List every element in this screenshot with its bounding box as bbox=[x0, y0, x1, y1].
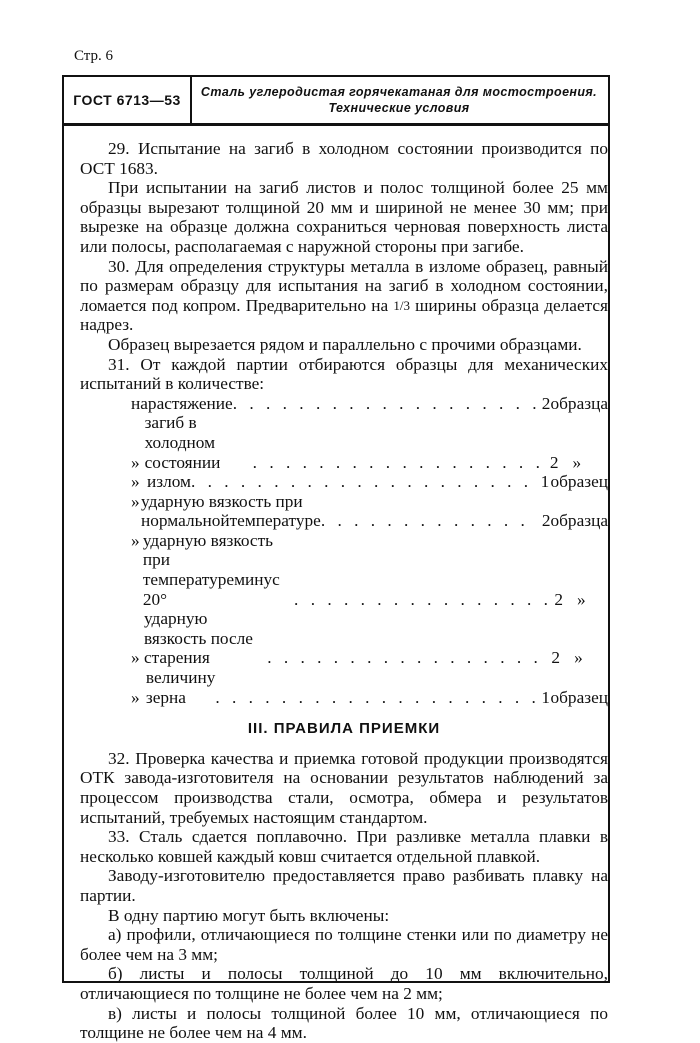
title-line-1: Сталь углеродистая горячекатаная для мостостроения. bbox=[200, 85, 598, 99]
list-item-quantity: 2 bbox=[541, 511, 551, 531]
batch-item-c: в) листы и полосы толщиной более 10 мм, отличающиеся по толщине не более чем на 4 мм. bbox=[80, 1003, 608, 1043]
list-item-label: ударную вязкость после старения bbox=[143, 609, 253, 668]
list-item-quantity: 1 bbox=[541, 687, 550, 707]
list-item bbox=[131, 472, 608, 492]
list-item-marker: » bbox=[131, 530, 140, 550]
standard-code: ГОСТ 6713—53 bbox=[64, 77, 192, 123]
paragraph-33-batch: В одну партию могут быть включены: bbox=[108, 905, 390, 925]
leader-dots bbox=[294, 590, 548, 610]
paragraph-31: 31. От каждой партии отбираются образцы для механических испытаний в количестве: bbox=[80, 354, 608, 394]
list-item-unit: образец bbox=[550, 687, 608, 707]
list-item-marker: на bbox=[131, 393, 148, 413]
list-item bbox=[131, 492, 608, 531]
paragraph-29: 29. Испытание на загиб в холодном состоянии производится по ОСТ 1683. bbox=[80, 139, 608, 178]
header-rule bbox=[64, 125, 608, 126]
list-item-quantity: 2 bbox=[549, 452, 559, 472]
paragraph-33: 33. Сталь сдается поплавочно. При разливке металла плавки в несколько ковшей каждый ковш считается отдельной плавкой. bbox=[80, 827, 608, 866]
page-number: Стр. 6 bbox=[74, 48, 114, 64]
paragraph-30-detail: Образец вырезается рядом и параллельно с прочими образцами. bbox=[108, 334, 582, 354]
list-item-quantity: 1 bbox=[540, 472, 550, 492]
batch-item-b: б) листы и полосы толщиной до 10 мм включительно, отличающиеся по толщине не более чем на 2 мм; bbox=[80, 964, 608, 1003]
paragraph-32: 32. Проверка качества и приемка готовой продукции производятся ОТК завода-изготовителя на основании результатов наблюдений за процессом производства стали, осмотра, обмера и результатов испытаний, требуемых настоящим стандартом. bbox=[80, 748, 608, 827]
list-item-marker: » bbox=[131, 472, 140, 492]
paragraph-33-right: Заводу-изготовителю предоставляется право разбивать плавку на партии. bbox=[80, 866, 608, 905]
list-item-label bbox=[143, 531, 294, 609]
list-item-unit: образца bbox=[550, 511, 608, 531]
list-item-marker: » bbox=[131, 452, 140, 472]
list-item-label: растяжение bbox=[147, 393, 233, 413]
list-item-marker: » bbox=[131, 648, 140, 668]
leader-dots bbox=[267, 648, 545, 668]
title-line-2: Технические условия bbox=[328, 101, 470, 115]
list-item-label-line1: ударную вязкость при нормальной bbox=[141, 491, 303, 531]
list-item-quantity: 2 bbox=[554, 589, 563, 609]
section-heading: III. ПРАВИЛА ПРИЕМКИ bbox=[247, 720, 441, 738]
list-item bbox=[131, 531, 608, 609]
leader-dots bbox=[233, 394, 536, 414]
document-title bbox=[194, 84, 604, 116]
list-item-marker: » bbox=[131, 491, 140, 511]
list-item bbox=[131, 668, 608, 707]
document-header bbox=[62, 75, 610, 125]
paragraph-30-part2: ширины образца делается надрез. bbox=[80, 295, 609, 335]
list-item-unit: образец bbox=[550, 472, 608, 492]
list-item-unit: » bbox=[574, 648, 583, 668]
page-body bbox=[80, 139, 608, 1043]
list-item bbox=[131, 609, 608, 668]
frame-right-border bbox=[608, 123, 610, 983]
leader-dots bbox=[191, 472, 535, 492]
sample-count-list bbox=[131, 394, 608, 708]
list-item-quantity: 2 bbox=[541, 393, 551, 413]
paragraph-29-detail: При испытании на загиб листов и полос толщиной более 25 мм образцы вырезают толщиной 20 мм и шириной не менее 30 мм; при вырезке на образце должна сохраниться черновая поверхность листа или полосы, располагаемая с наружной стороны при загибе. bbox=[80, 178, 608, 256]
list-item-quantity: 2 bbox=[551, 648, 561, 668]
paragraph-30-part1: 30. Для определения структуры металла в изломе образец, равный по размерам образцу для испытания на загиб в холодном состоянии, ломается под копром. Предварительно на bbox=[80, 256, 608, 315]
list-item bbox=[131, 413, 608, 472]
frame-left-border bbox=[62, 123, 64, 983]
fraction-one-third: 1/3 bbox=[393, 297, 410, 313]
list-item-marker: » bbox=[131, 687, 140, 707]
list-item bbox=[131, 394, 608, 414]
list-item-label bbox=[141, 492, 321, 531]
leader-dots bbox=[215, 688, 535, 708]
leader-dots bbox=[253, 453, 544, 473]
leader-dots bbox=[321, 511, 536, 531]
list-item-label-line1: ударную вязкость при температуре bbox=[142, 530, 274, 590]
list-item-label-line2: минус 20° bbox=[142, 570, 280, 609]
list-item-unit: » bbox=[572, 452, 582, 472]
list-item-unit: образца bbox=[550, 393, 608, 413]
paragraph-30 bbox=[80, 257, 608, 335]
batch-item-a: а) профили, отличающиеся по толщине стенки или по диаметру не более чем на 3 мм; bbox=[80, 925, 608, 964]
list-item-label: величину зерна bbox=[145, 668, 216, 707]
list-item-unit: » bbox=[576, 589, 586, 609]
list-item-label: излом bbox=[147, 472, 191, 492]
list-item-label-line2: температуре bbox=[229, 511, 321, 531]
list-item-label: загиб в холодном состоянии bbox=[144, 413, 221, 472]
